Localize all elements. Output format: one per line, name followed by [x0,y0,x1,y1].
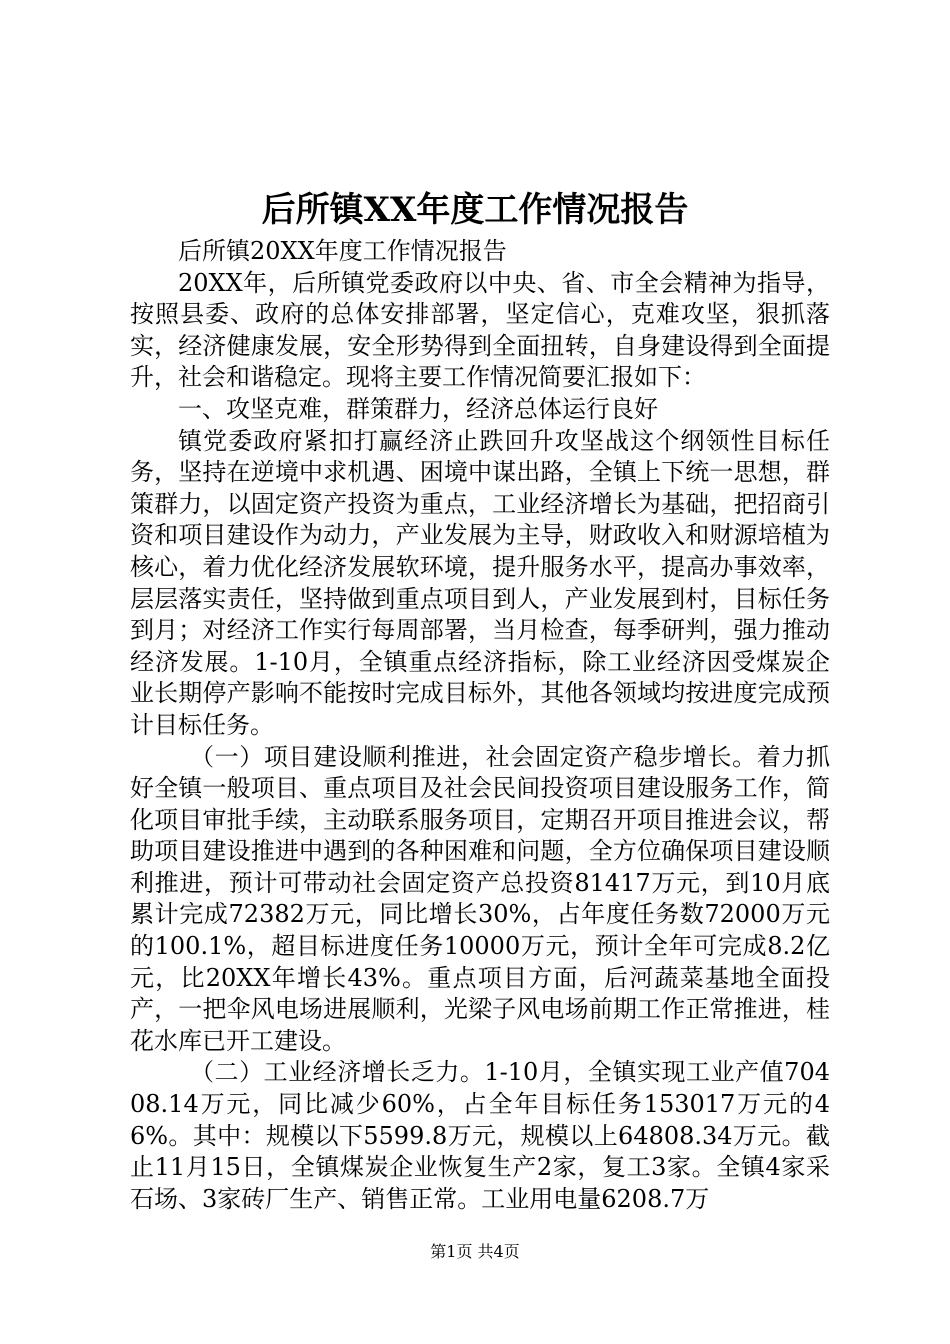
section-heading-1: 一、攻坚克难，群策群力，经济总体运行良好 [178,394,658,423]
paragraph-intro: 20XX年，后所镇党委政府以中央、省、市全会精神为指导，按照县委、政府的总体安排部署，坚定信心，克难攻坚，狠抓落实，经济健康发展，安全形势得到全面扭转，自身建设得到全面提升，社会和谐稳定。现将主要工作情况简要汇报如下： [130,268,830,392]
paragraph-industry: （二）工业经济增长乏力。1-10月，全镇实现工业产值70408.14万元，同比减少60%，占全年目标任务153017万元的46%。其中：规模以下5599.8万元，规模以上64808.34万元。截止11月15日，全镇煤炭企业恢复生产2家，复工3家。全镇4家采石场、3家砖厂生产、销售正常。工业用电量6208.7万 [130,1058,830,1213]
document-title: 后所镇XX年度工作情况报告 [261,190,689,230]
paragraph-economy: 镇党委政府紧扣打赢经济止跌回升攻坚战这个纲领性目标任务，坚持在逆境中求机遇、困境中谋出路，全镇上下统一思想，群策群力，以固定资产投资为重点，工业经济增长为基础，把招商引资和项目建设作为动力，产业发展为主导，财政收入和财源培植为核心，着力优化经济发展软环境，提升服务水平，提高办事效率，层层落实责任，坚持做到重点项目到人，产业发展到村，目标任务到月；对经济工作实行每周部署，当月检查，每季研判，强力推动经济发展。1-10月，全镇重点经济指标，除工业经济因受煤炭企业长期停产影响不能按时完成目标外，其他各领域均按进度完成预计目标任务。 [130,426,830,739]
page-footer: 第1页 共4页 [430,1242,520,1261]
paragraph-subtitle: 后所镇20XX年度工作情况报告 [178,237,507,265]
paragraph-projects: （一）项目建设顺利推进，社会固定资产稳步增长。着力抓好全镇一般项目、重点项目及社会民间投资项目建设服务工作，简化项目审批手续，主动联系服务项目，定期召开项目推进会议，帮助项目建设推进中遇到的各种困难和问题，全方位确保项目建设顺利推进，预计可带动社会固定资产总投资81417万元，到10月底累计完成72382万元，同比增长30%，占年度任务数72000万元的100.1%，超目标进度任务10000万元，预计全年可完成8.2亿元，比20XX年增长43%。重点项目方面，后河蔬菜基地全面投产，一把伞风电场进展顺利，光梁子风电场前期工作正常推进，桂花水库已开工建设。 [130,742,830,1055]
document-body [130,236,830,1215]
